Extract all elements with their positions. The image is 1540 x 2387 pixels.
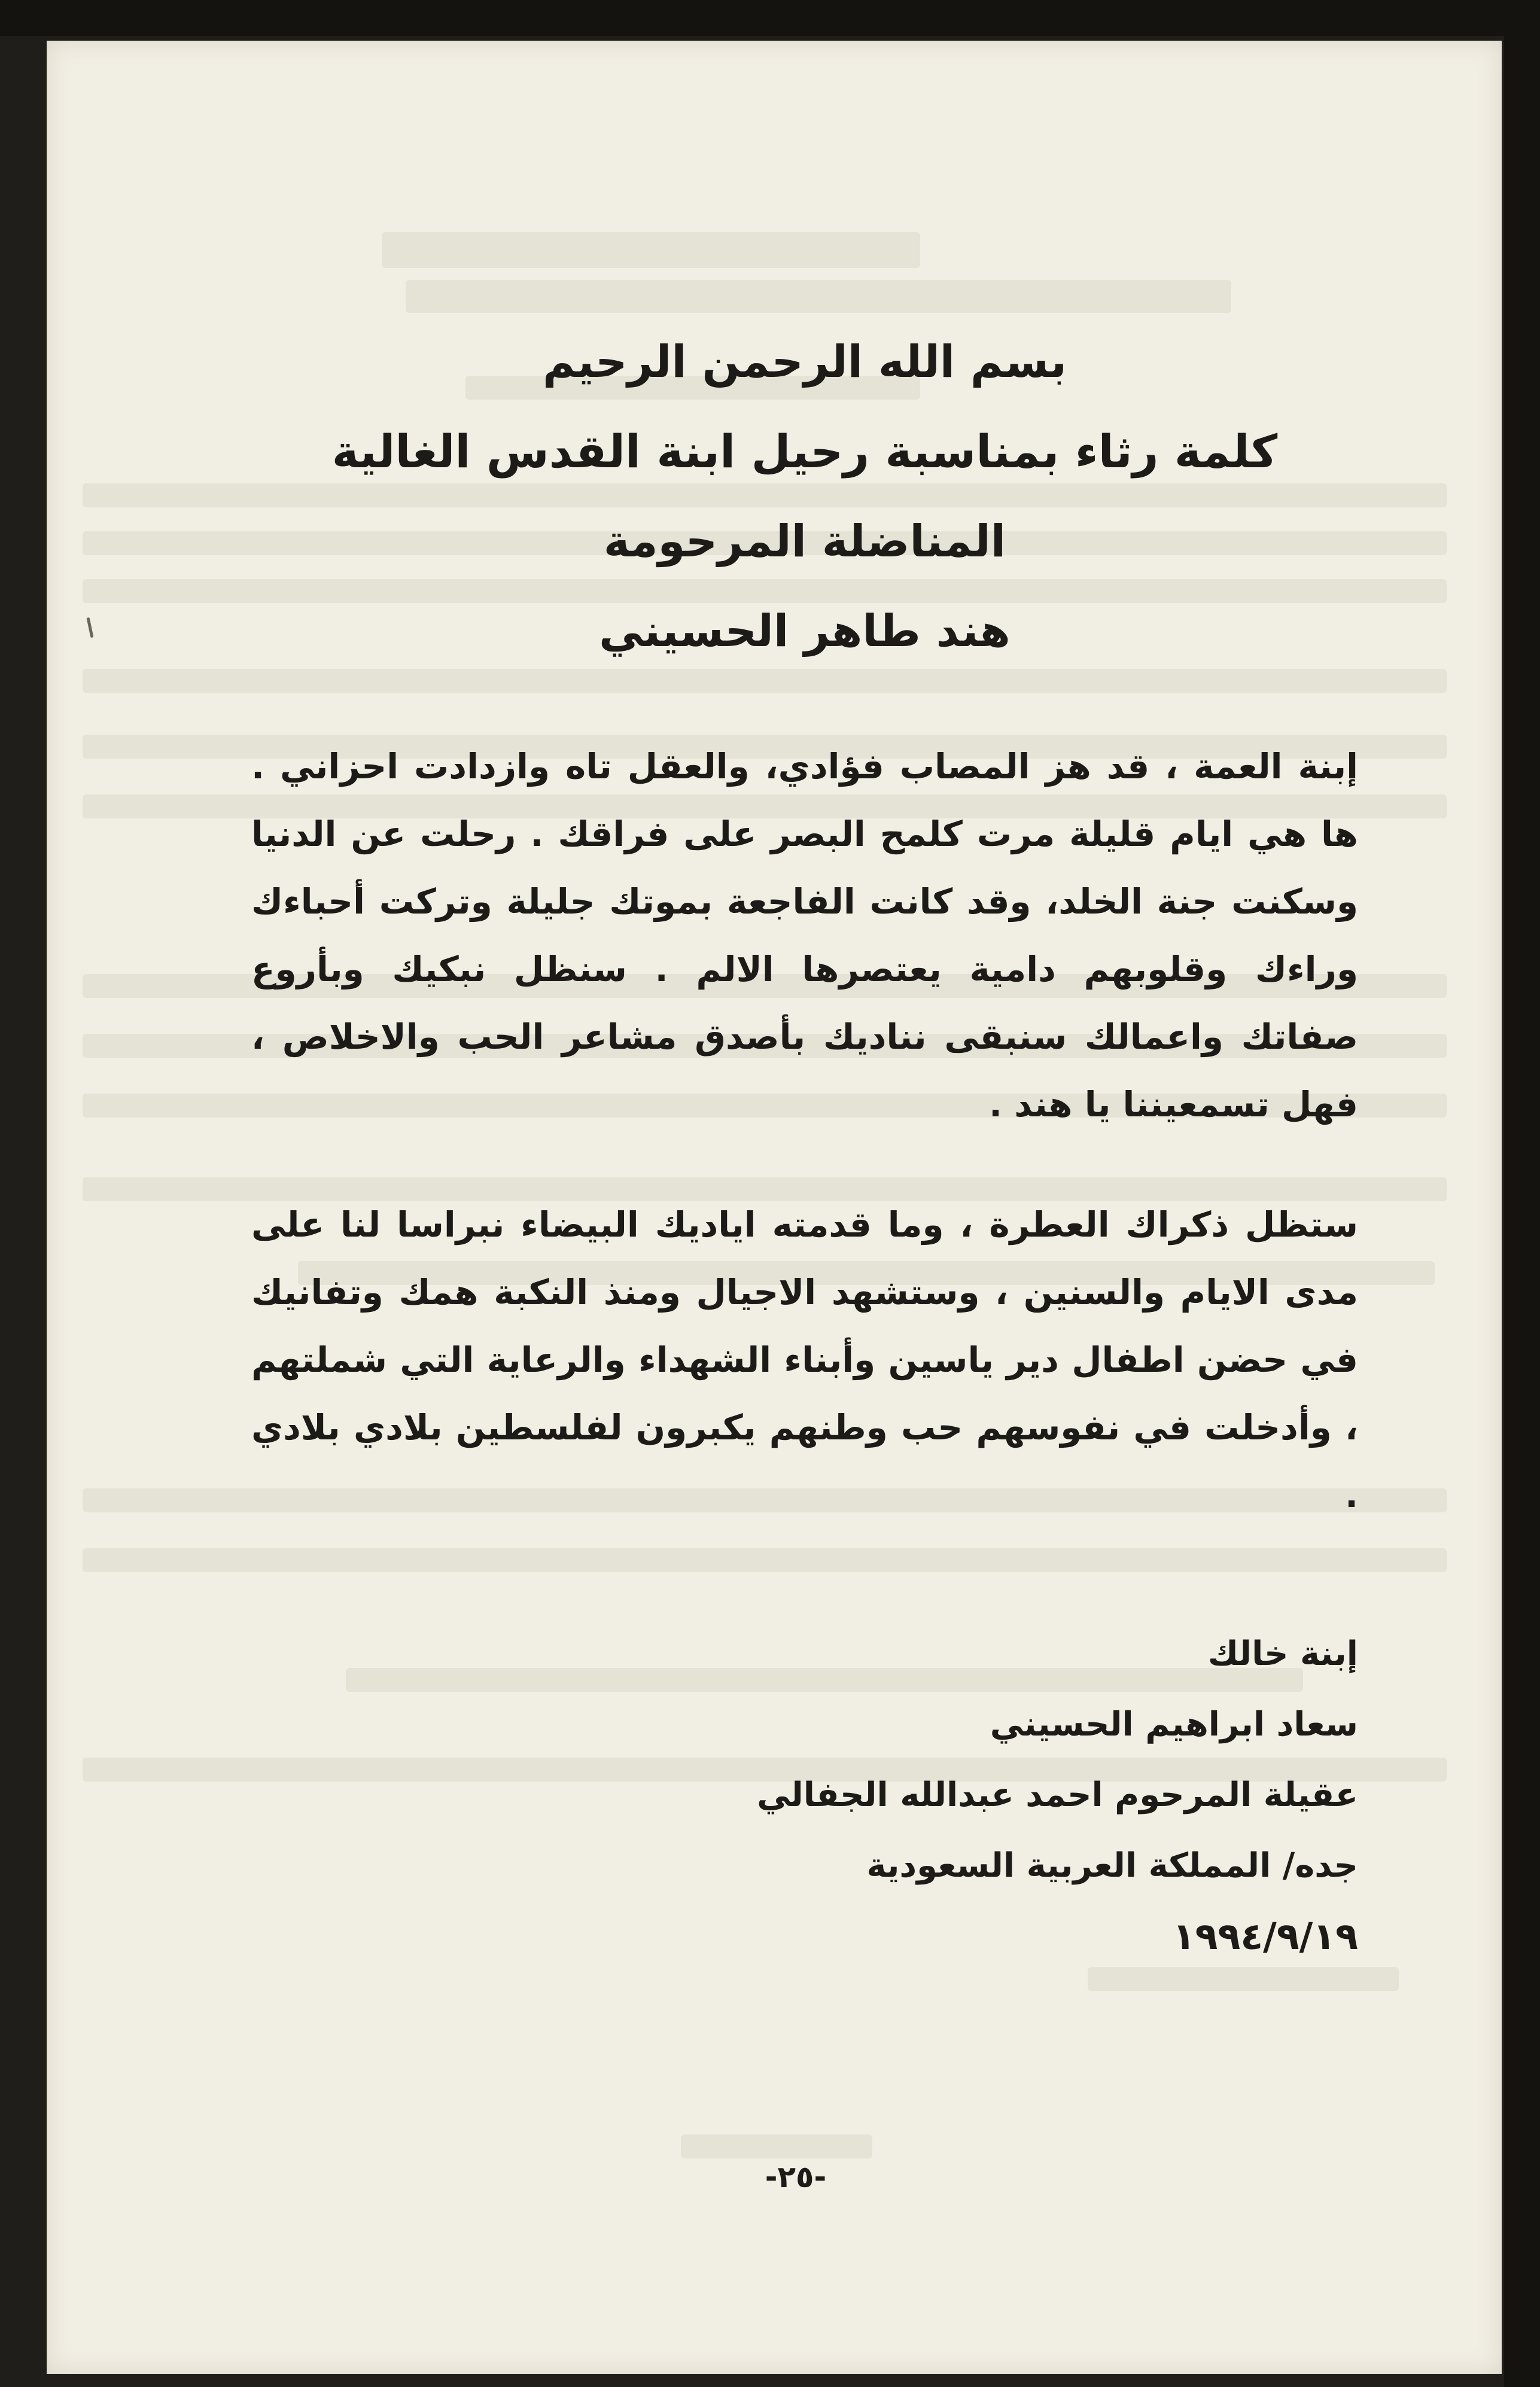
signature-place: جده/ المملكة العربية السعودية [866, 1846, 1358, 1885]
basmala-heading: بسم الله الرحمن الرحيم [542, 336, 1067, 388]
elegy-title: كلمة رثاء بمناسبة رحيل ابنة القدس الغالية [331, 425, 1278, 478]
signature-relation: إبنة خالك [1207, 1634, 1358, 1673]
paragraph: إبنة العمة ، قد هز المصاب فؤادي، والعقل تاه وازدادت احزاني . ها هي ايام قليلة مرت كلمح البصر على فراقك . رحلت عن الدنيا وسكنت جنة الخلد، وقد كانت الفاجعة بموتك جليلة وتركت أحباءك وراءك وقلوبهم دامية يعتصرها الالم . سنظل نبكيك وبأروع صفاتك واعمالك سنبقى نناديك بأصدق مشاعر الحب والاخلاص ، فهل تسمعيننا يا هند . [251, 746, 1358, 1125]
scan-border-top [0, 0, 1540, 36]
paragraph: ستظل ذكراك العطرة ، وما قدمته اياديك البيضاء نبراسا لنا على مدى الايام والسنين ، وستشهد الاجيال ومنذ النكبة همك وتفانيك في حضن اطفال دير ياسين وأبناء الشهداء والرعاية التي شملتهم ، وأدخلت في نفوسهم حب وطنهم يكبرون لفلسطين بلادي بلادي . [251, 1204, 1358, 1515]
page-number: -٢٥- [765, 2160, 827, 2194]
elegy-subtitle: المناضلة المرحومة [603, 516, 1006, 567]
bleed-through-mark [406, 280, 1231, 313]
deceased-name: هند طاهر الحسيني [599, 605, 1011, 657]
signature-name: سعاد ابراهيم الحسيني [990, 1705, 1358, 1744]
signature-date: ١٩٩٤/٩/١٩ [1172, 1914, 1358, 1958]
bleed-through-mark [681, 2135, 872, 2158]
document-body [251, 317, 1358, 1972]
scan-border-right [1504, 0, 1540, 2387]
signature-spouse: عقيلة المرحوم احمد عبدالله الجفالي [757, 1776, 1358, 1814]
bleed-through-mark [382, 232, 920, 268]
signature-block [251, 1619, 1358, 1972]
